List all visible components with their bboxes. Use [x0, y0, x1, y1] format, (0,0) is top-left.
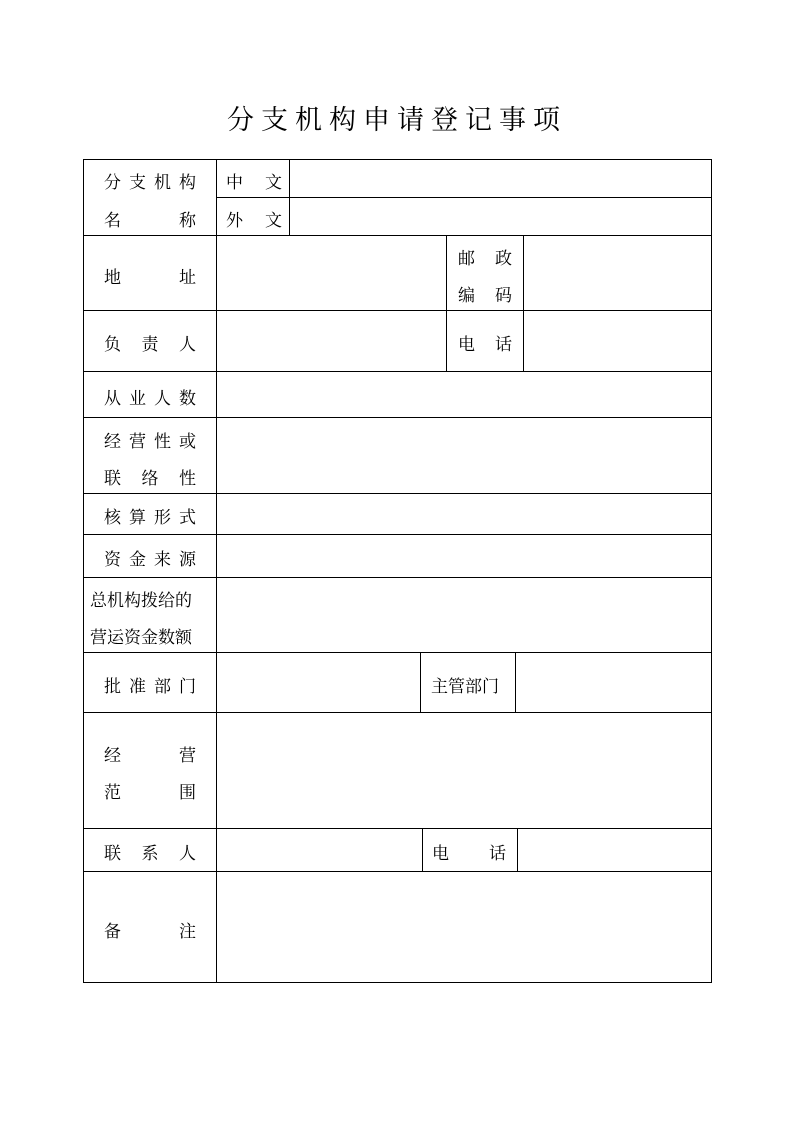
address-label: 地 址	[104, 268, 196, 288]
accounting-field[interactable]	[217, 494, 711, 534]
nature-field[interactable]	[217, 418, 711, 493]
business-scope-label-line1: 经 营	[104, 746, 196, 766]
staff-count-label: 从 业 人 数	[104, 389, 196, 409]
chinese-name-field[interactable]	[290, 160, 711, 197]
contact-person-label: 联 系 人	[104, 844, 196, 864]
funds-source-field[interactable]	[217, 535, 711, 577]
contact-person-field[interactable]	[217, 829, 422, 871]
staff-count-field[interactable]	[217, 372, 711, 417]
foreign-name-field[interactable]	[290, 198, 711, 235]
postcode-label-line1: 邮 政	[458, 249, 512, 269]
manager-label: 负 责 人	[104, 335, 196, 355]
allocated-funds-field[interactable]	[217, 578, 711, 652]
address-field[interactable]	[217, 236, 446, 310]
nature-label-line2: 联 络 性	[104, 469, 196, 489]
remarks-label: 备 注	[104, 922, 196, 942]
contact-phone-field[interactable]	[518, 829, 711, 871]
business-scope-field[interactable]	[217, 713, 711, 828]
chinese-name-label: 中 文	[226, 173, 282, 193]
approval-dept-field[interactable]	[217, 653, 420, 712]
supervisor-divider-left	[420, 652, 421, 713]
contact-phone-label: 电 话	[432, 844, 506, 864]
postcode-field[interactable]	[524, 236, 711, 310]
allocated-funds-label-line2: 营运资金数额	[90, 628, 192, 648]
nature-label-line1: 经 营 性 或	[104, 432, 196, 452]
remarks-field[interactable]	[217, 872, 711, 982]
manager-field[interactable]	[217, 311, 446, 371]
approval-dept-label: 批 准 部 门	[104, 677, 196, 697]
accounting-label: 核 算 形 式	[104, 508, 196, 528]
foreign-name-label: 外 文	[226, 211, 282, 231]
form-title: 分支机构申请登记事项	[227, 105, 567, 136]
contact-phone-divider-left	[422, 828, 423, 872]
postcode-label-line2: 编 码	[458, 286, 512, 306]
business-scope-label-line2: 范 围	[104, 783, 196, 803]
table-border-right	[711, 159, 712, 983]
table-border-bottom	[83, 982, 712, 983]
postcode-divider-left	[446, 235, 447, 372]
manager-phone-label: 电 话	[458, 335, 512, 355]
table-border-left	[83, 159, 84, 983]
branch-name-label-line2: 名 称	[104, 211, 196, 231]
branch-name-label-line1: 分 支 机 构	[104, 173, 196, 193]
supervisor-dept-label: 主管部门	[431, 677, 499, 697]
manager-phone-field[interactable]	[524, 311, 711, 371]
allocated-funds-label-line1: 总机构拨给的	[90, 591, 192, 611]
funds-source-label: 资 金 来 源	[104, 550, 196, 570]
supervisor-dept-field[interactable]	[516, 653, 711, 712]
